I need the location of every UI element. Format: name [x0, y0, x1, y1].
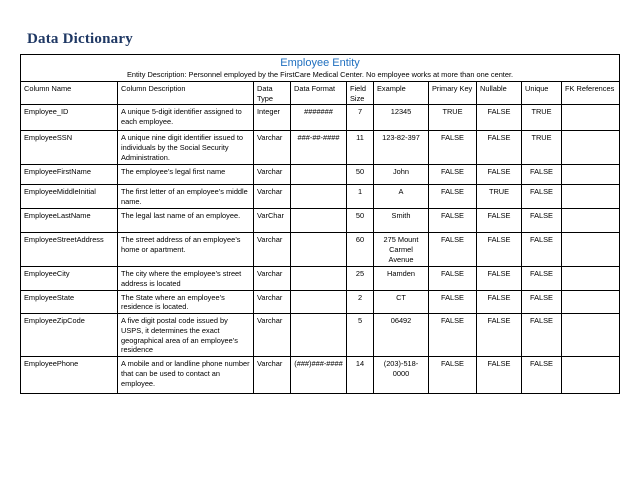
cell-column-description: A unique nine digit identifier issued to individuals by the Social Security Administration.	[118, 131, 254, 165]
cell-nullable: FALSE	[477, 105, 522, 131]
entity-header-row	[21, 55, 620, 82]
table-row	[21, 314, 620, 357]
table-row	[21, 290, 620, 314]
cell-nullable: FALSE	[477, 208, 522, 232]
cell-data-format: #######	[291, 105, 347, 131]
cell-data-format	[291, 314, 347, 357]
col-header-data-type: Data Type	[254, 81, 291, 105]
cell-fk-references	[562, 232, 620, 266]
cell-nullable: FALSE	[477, 266, 522, 290]
cell-field-size: 50	[347, 165, 374, 185]
col-header-unique: Unique	[522, 81, 562, 105]
cell-fk-references	[562, 185, 620, 209]
cell-fk-references	[562, 357, 620, 394]
cell-column-description: The street address of an employee’s home or apartment.	[118, 232, 254, 266]
cell-fk-references	[562, 208, 620, 232]
col-header-column-description: Column Description	[118, 81, 254, 105]
cell-column-name: EmployeeFirstName	[21, 165, 118, 185]
cell-column-description: The legal last name of an employee.	[118, 208, 254, 232]
cell-column-description: The employee’s legal first name	[118, 165, 254, 185]
cell-nullable: FALSE	[477, 131, 522, 165]
cell-data-format	[291, 290, 347, 314]
cell-column-name: EmployeeState	[21, 290, 118, 314]
cell-data-format	[291, 165, 347, 185]
cell-field-size: 14	[347, 357, 374, 394]
cell-data-type: Varchar	[254, 357, 291, 394]
col-header-column-name: Column Name	[21, 81, 118, 105]
cell-unique: FALSE	[522, 357, 562, 394]
document-title: Data Dictionary	[27, 31, 133, 47]
cell-data-type: Integer	[254, 105, 291, 131]
cell-column-description: A five digit postal code issued by USPS, it determines the exact geographical area of an employee’s residence	[118, 314, 254, 357]
cell-primary-key: TRUE	[429, 105, 477, 131]
cell-column-name: EmployeeZipCode	[21, 314, 118, 357]
cell-field-size: 1	[347, 185, 374, 209]
cell-data-type: Varchar	[254, 185, 291, 209]
cell-example: 275 Mount Carmel Avenue	[374, 232, 429, 266]
cell-example: 12345	[374, 105, 429, 131]
entity-description: Entity Description: Personnel employed by the FirstCare Medical Center. No employee works at more than one center.	[126, 70, 514, 80]
cell-unique: FALSE	[522, 208, 562, 232]
col-header-data-format: Data Format	[291, 81, 347, 105]
cell-nullable: TRUE	[477, 185, 522, 209]
cell-fk-references	[562, 131, 620, 165]
cell-data-type: Varchar	[254, 314, 291, 357]
cell-nullable: FALSE	[477, 165, 522, 185]
table-row	[21, 266, 620, 290]
cell-example: John	[374, 165, 429, 185]
cell-data-type: Varchar	[254, 165, 291, 185]
cell-unique: FALSE	[522, 314, 562, 357]
cell-data-format	[291, 185, 347, 209]
cell-column-name: EmployeeStreetAddress	[21, 232, 118, 266]
cell-fk-references	[562, 314, 620, 357]
col-header-nullable: Nullable	[477, 81, 522, 105]
cell-data-format	[291, 232, 347, 266]
cell-column-name: EmployeePhone	[21, 357, 118, 394]
cell-data-type: Varchar	[254, 232, 291, 266]
cell-column-description: The first letter of an employee’s middle name.	[118, 185, 254, 209]
col-header-example: Example	[374, 81, 429, 105]
cell-unique: FALSE	[522, 266, 562, 290]
cell-primary-key: FALSE	[429, 165, 477, 185]
cell-nullable: FALSE	[477, 290, 522, 314]
cell-primary-key: FALSE	[429, 266, 477, 290]
cell-field-size: 50	[347, 208, 374, 232]
table-row	[21, 131, 620, 165]
cell-column-description: A unique 5-digit identifier assigned to each employee.	[118, 105, 254, 131]
cell-field-size: 2	[347, 290, 374, 314]
cell-nullable: FALSE	[477, 314, 522, 357]
cell-field-size: 11	[347, 131, 374, 165]
cell-example: Hamden	[374, 266, 429, 290]
cell-unique: TRUE	[522, 131, 562, 165]
cell-column-name: EmployeeMiddleInitial	[21, 185, 118, 209]
cell-primary-key: FALSE	[429, 185, 477, 209]
cell-primary-key: FALSE	[429, 232, 477, 266]
entity-title: Employee Entity	[280, 57, 360, 69]
table-row	[21, 185, 620, 209]
cell-column-description: A mobile and or landline phone number that can be used to contact an employee.	[118, 357, 254, 394]
cell-nullable: FALSE	[477, 357, 522, 394]
cell-nullable: FALSE	[477, 232, 522, 266]
cell-primary-key: FALSE	[429, 290, 477, 314]
cell-column-description: The city where the employee’s street address is located	[118, 266, 254, 290]
cell-example: CT	[374, 290, 429, 314]
cell-field-size: 25	[347, 266, 374, 290]
cell-example: 06492	[374, 314, 429, 357]
cell-unique: TRUE	[522, 105, 562, 131]
cell-primary-key: FALSE	[429, 208, 477, 232]
entity-header-cell	[21, 55, 620, 82]
cell-example: A	[374, 185, 429, 209]
cell-fk-references	[562, 290, 620, 314]
cell-primary-key: FALSE	[429, 314, 477, 357]
col-header-fk-references: FK References	[562, 81, 620, 105]
cell-primary-key: FALSE	[429, 357, 477, 394]
cell-fk-references	[562, 266, 620, 290]
cell-example: (203)-518-0000	[374, 357, 429, 394]
table-row	[21, 232, 620, 266]
cell-example: Smith	[374, 208, 429, 232]
cell-data-format	[291, 208, 347, 232]
col-header-field-size: Field Size	[347, 81, 374, 105]
cell-data-type: Varchar	[254, 266, 291, 290]
cell-example: 123-82-397	[374, 131, 429, 165]
cell-column-name: Employee_ID	[21, 105, 118, 131]
cell-data-format	[291, 266, 347, 290]
cell-unique: FALSE	[522, 185, 562, 209]
cell-field-size: 5	[347, 314, 374, 357]
column-header-row	[21, 81, 620, 105]
col-header-primary-key: Primary Key	[429, 81, 477, 105]
cell-column-name: EmployeeLastName	[21, 208, 118, 232]
cell-unique: FALSE	[522, 232, 562, 266]
table-row	[21, 357, 620, 394]
cell-data-format: (###)###-####	[291, 357, 347, 394]
cell-fk-references	[562, 105, 620, 131]
cell-field-size: 7	[347, 105, 374, 131]
cell-fk-references	[562, 165, 620, 185]
cell-data-type: Varchar	[254, 131, 291, 165]
cell-column-name: EmployeeSSN	[21, 131, 118, 165]
cell-data-type: VarChar	[254, 208, 291, 232]
cell-data-format: ###-##-####	[291, 131, 347, 165]
cell-column-name: EmployeeCity	[21, 266, 118, 290]
cell-data-type: Varchar	[254, 290, 291, 314]
table-row	[21, 165, 620, 185]
table-row	[21, 208, 620, 232]
cell-field-size: 60	[347, 232, 374, 266]
cell-unique: FALSE	[522, 290, 562, 314]
cell-primary-key: FALSE	[429, 131, 477, 165]
cell-unique: FALSE	[522, 165, 562, 185]
data-dictionary-table	[20, 54, 620, 394]
table-row	[21, 105, 620, 131]
cell-column-description: The State where an employee’s residence is located.	[118, 290, 254, 314]
